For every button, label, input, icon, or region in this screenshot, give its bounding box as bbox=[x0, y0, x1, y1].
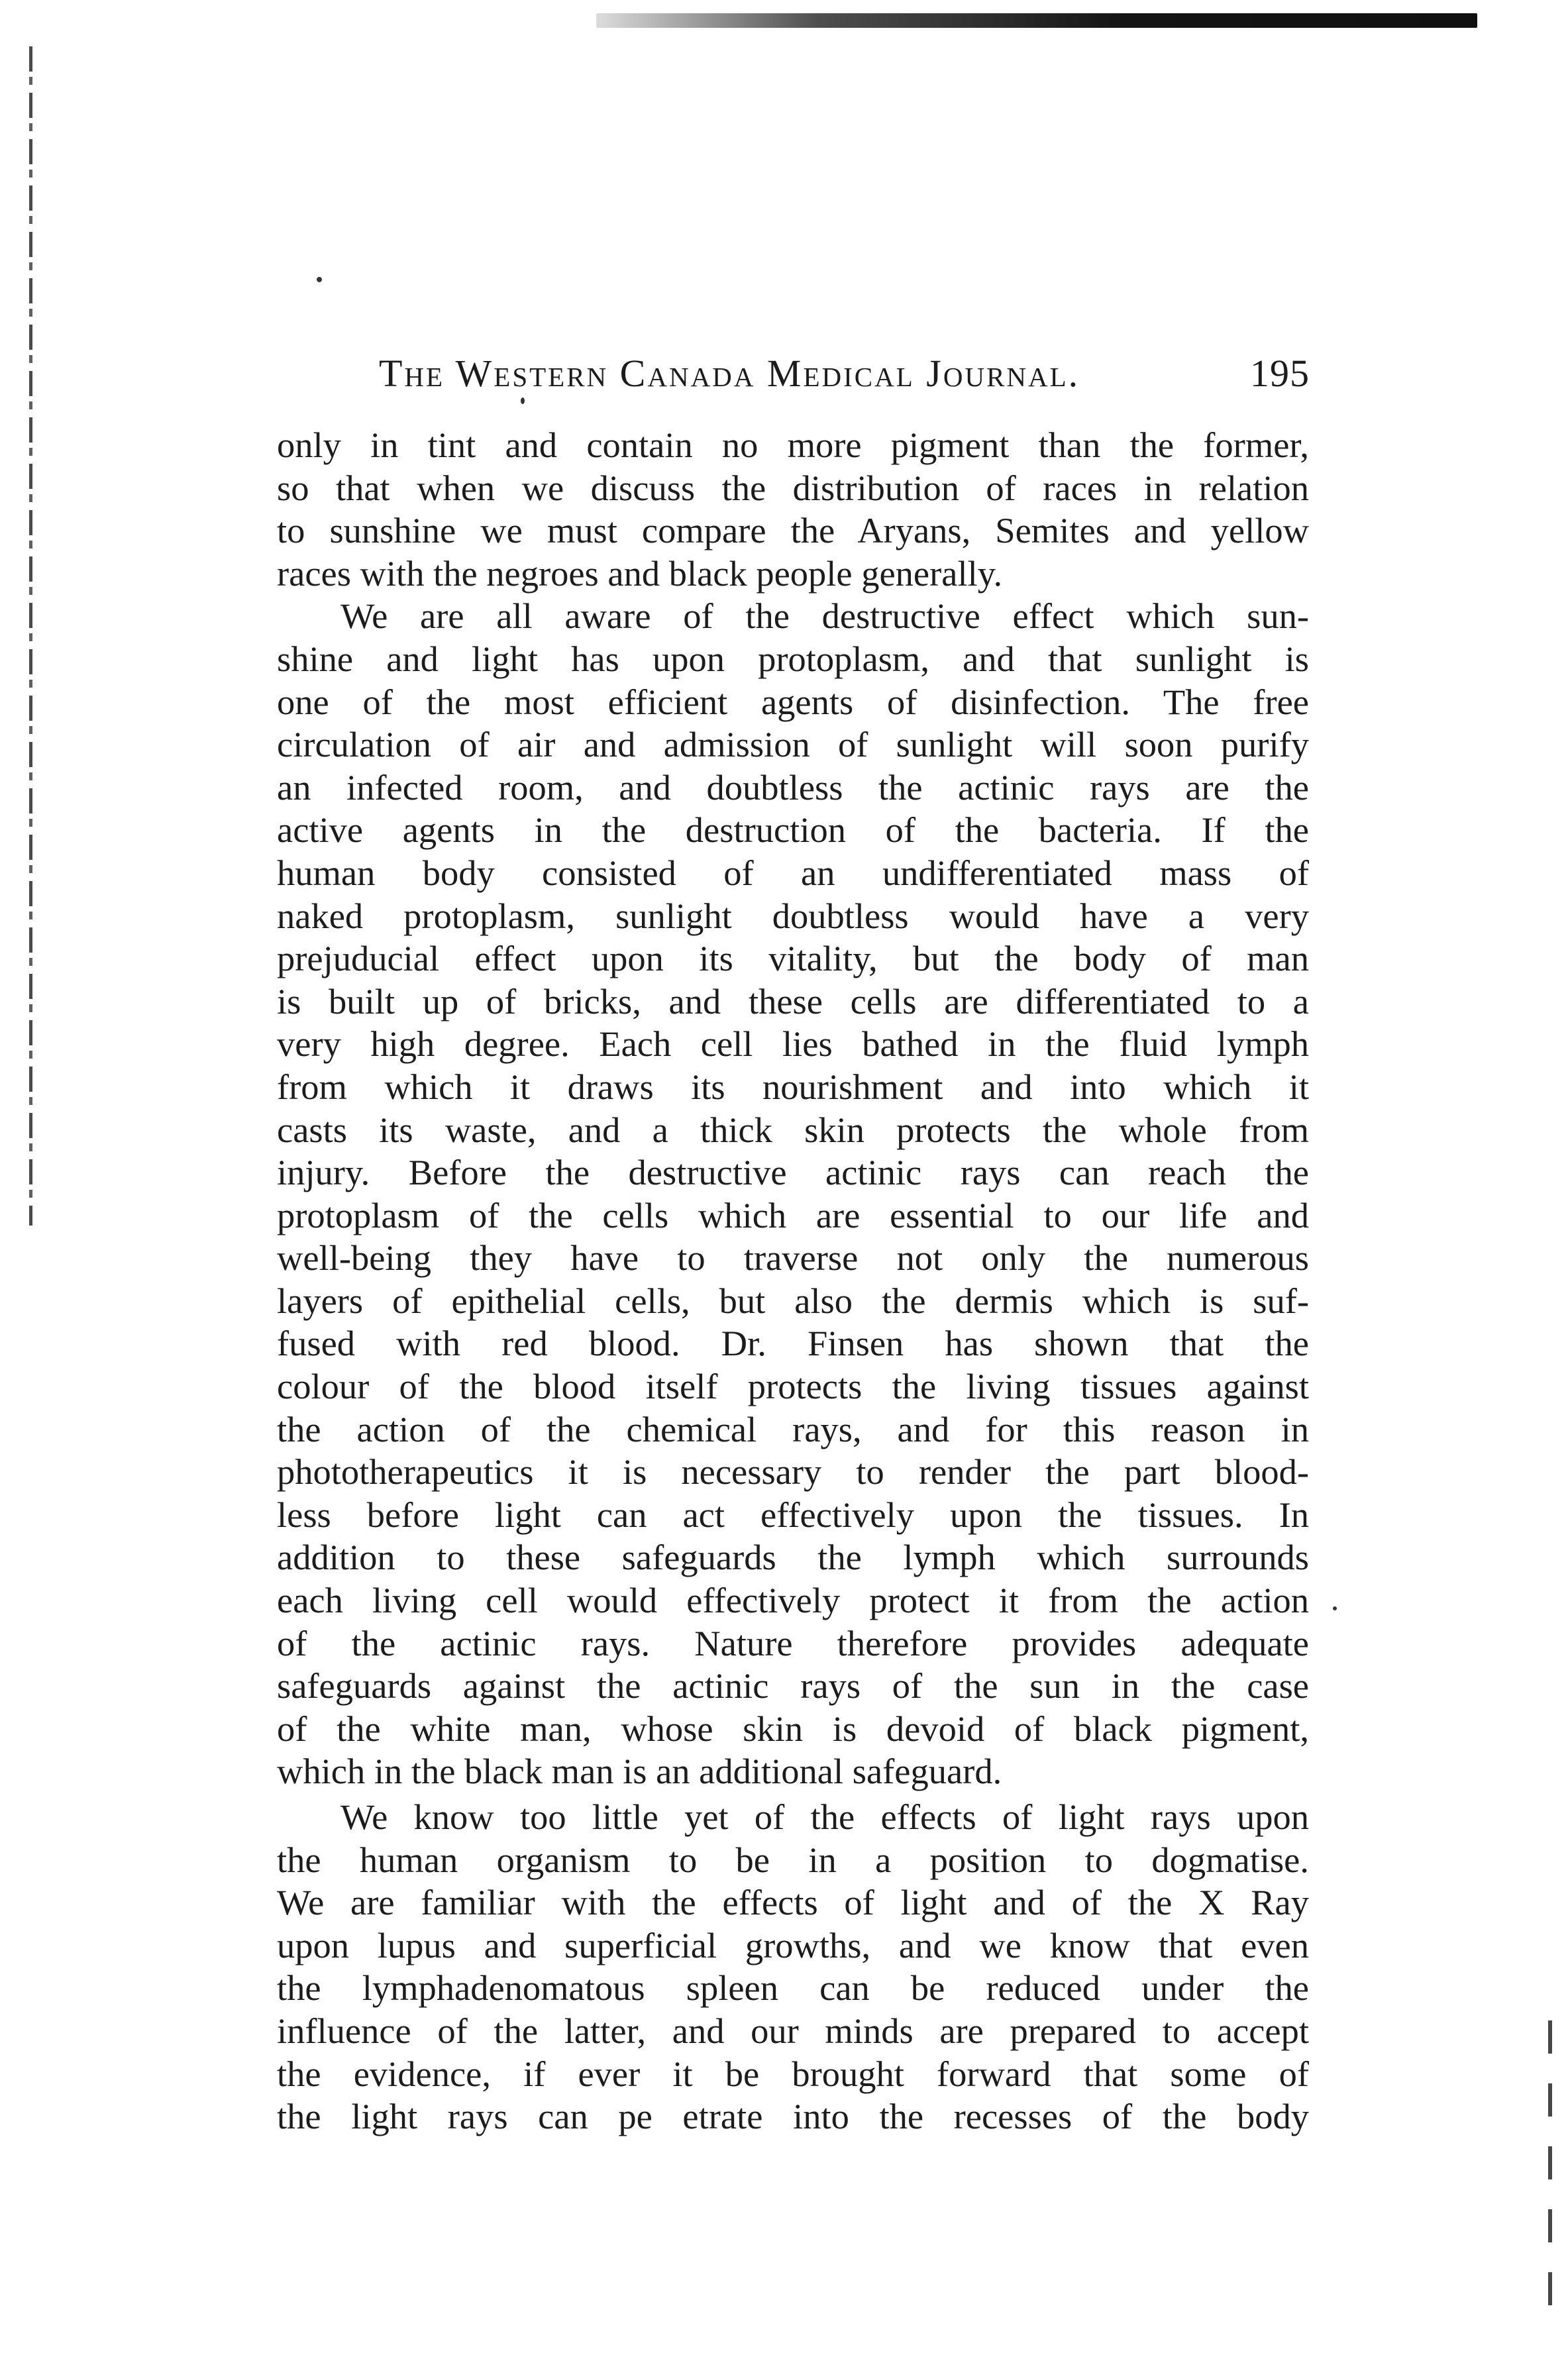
text-line: influence of the latter, and our minds are prepared to accept bbox=[277, 2010, 1309, 2051]
running-header bbox=[379, 351, 1310, 404]
text-line: active agents in the destruction of the bacteria. If the bbox=[277, 810, 1309, 851]
text-line: upon lupus and superficial growths, and we know that even bbox=[277, 1924, 1309, 1965]
scan-top-rule bbox=[596, 13, 1477, 28]
text-line: We are all aware of the destructive effect which sun- bbox=[340, 596, 1309, 637]
text-line: the lymphadenomatous spleen can be reduced under the bbox=[277, 1967, 1309, 2009]
text-line: very high degree. Each cell lies bathed in the fluid lymph bbox=[277, 1023, 1309, 1065]
text-line: safeguards against the actinic rays of the sun in the case bbox=[277, 1665, 1309, 1706]
text-line: from which it draws its nourishment and into which it bbox=[277, 1066, 1309, 1107]
text-line: which in the black man is an additional safeguard. bbox=[277, 1751, 1002, 1792]
text-line: of the white man, whose skin is devoid of black pigment, bbox=[277, 1708, 1309, 1749]
text-line: prejuducial effect upon its vitality, but the body of man bbox=[277, 938, 1309, 979]
text-line: one of the most efficient agents of disinfection. The free bbox=[277, 681, 1309, 722]
text-line: shine and light has upon protoplasm, and that sunlight is bbox=[277, 638, 1309, 679]
text-line: the human organism to be in a position to dogmatise. bbox=[277, 1839, 1309, 1880]
paragraph bbox=[277, 424, 1309, 595]
text-line: an infected room, and doubtless the actinic rays are the bbox=[277, 766, 1309, 808]
scan-speck bbox=[1333, 1606, 1337, 1610]
text-line: circulation of air and admission of sunlight will soon purify bbox=[277, 724, 1309, 765]
journal-title: The Western Canada Medical Journal. bbox=[379, 352, 1080, 395]
text-line: is built up of bricks, and these cells are differentiated to a bbox=[277, 980, 1309, 1021]
text-line: naked protoplasm, sunlight doubtless would have a very bbox=[277, 895, 1309, 936]
text-line: phototherapeutics it is necessary to render the part blood- bbox=[277, 1451, 1309, 1492]
text-line: of the actinic rays. Nature therefore provides adequate bbox=[277, 1622, 1309, 1663]
text-line: the evidence, if ever it be brought forward that some of bbox=[277, 2053, 1309, 2094]
text-line: casts its waste, and a thick skin protects the whole from bbox=[277, 1109, 1309, 1150]
text-line: to sunshine we must compare the Aryans, Semites and yellow bbox=[277, 510, 1309, 551]
text-line: protoplasm of the cells which are essential to our life and bbox=[277, 1194, 1309, 1235]
paragraph bbox=[277, 1796, 1309, 2138]
paragraph bbox=[277, 595, 1309, 1793]
text-line: less before light can act effectively upon the tissues. In bbox=[277, 1494, 1309, 1535]
text-line: only in tint and contain no more pigment than the former, bbox=[277, 425, 1309, 465]
text-line: each living cell would effectively protect it from the action bbox=[277, 1580, 1309, 1621]
text-line: colour of the blood itself protects the living tissues against bbox=[277, 1366, 1309, 1407]
text-line: injury. Before the destructive actinic rays can reach the bbox=[277, 1152, 1309, 1193]
text-line: the light rays can pe etrate into the recesses of the body bbox=[277, 2096, 1309, 2137]
scan-right-edge bbox=[1548, 2001, 1552, 2305]
text-line: We know too little yet of the effects of light rays upon bbox=[340, 1797, 1309, 1837]
article-body bbox=[277, 424, 1309, 2138]
text-line: human body consisted of an undifferentiated mass of bbox=[277, 852, 1309, 893]
scan-left-edge bbox=[29, 46, 32, 1226]
text-line: well-being they have to traverse not only the numerous bbox=[277, 1237, 1309, 1279]
text-line: the action of the chemical rays, and for this reason in bbox=[277, 1408, 1309, 1449]
text-line: layers of epithelial cells, but also the dermis which is suf- bbox=[277, 1280, 1309, 1321]
text-line: races with the negroes and black people generally. bbox=[277, 552, 1003, 594]
page-number: 195 bbox=[1250, 352, 1310, 395]
text-line: fused with red blood. Dr. Finsen has shown that the bbox=[277, 1323, 1309, 1364]
text-line: so that when we discuss the distribution of races in relation bbox=[277, 467, 1309, 508]
scan-speck bbox=[317, 277, 322, 282]
text-line: addition to these safeguards the lymph which surrounds bbox=[277, 1537, 1309, 1578]
text-line: We are familiar with the effects of light and of the X Ray bbox=[277, 1882, 1309, 1923]
